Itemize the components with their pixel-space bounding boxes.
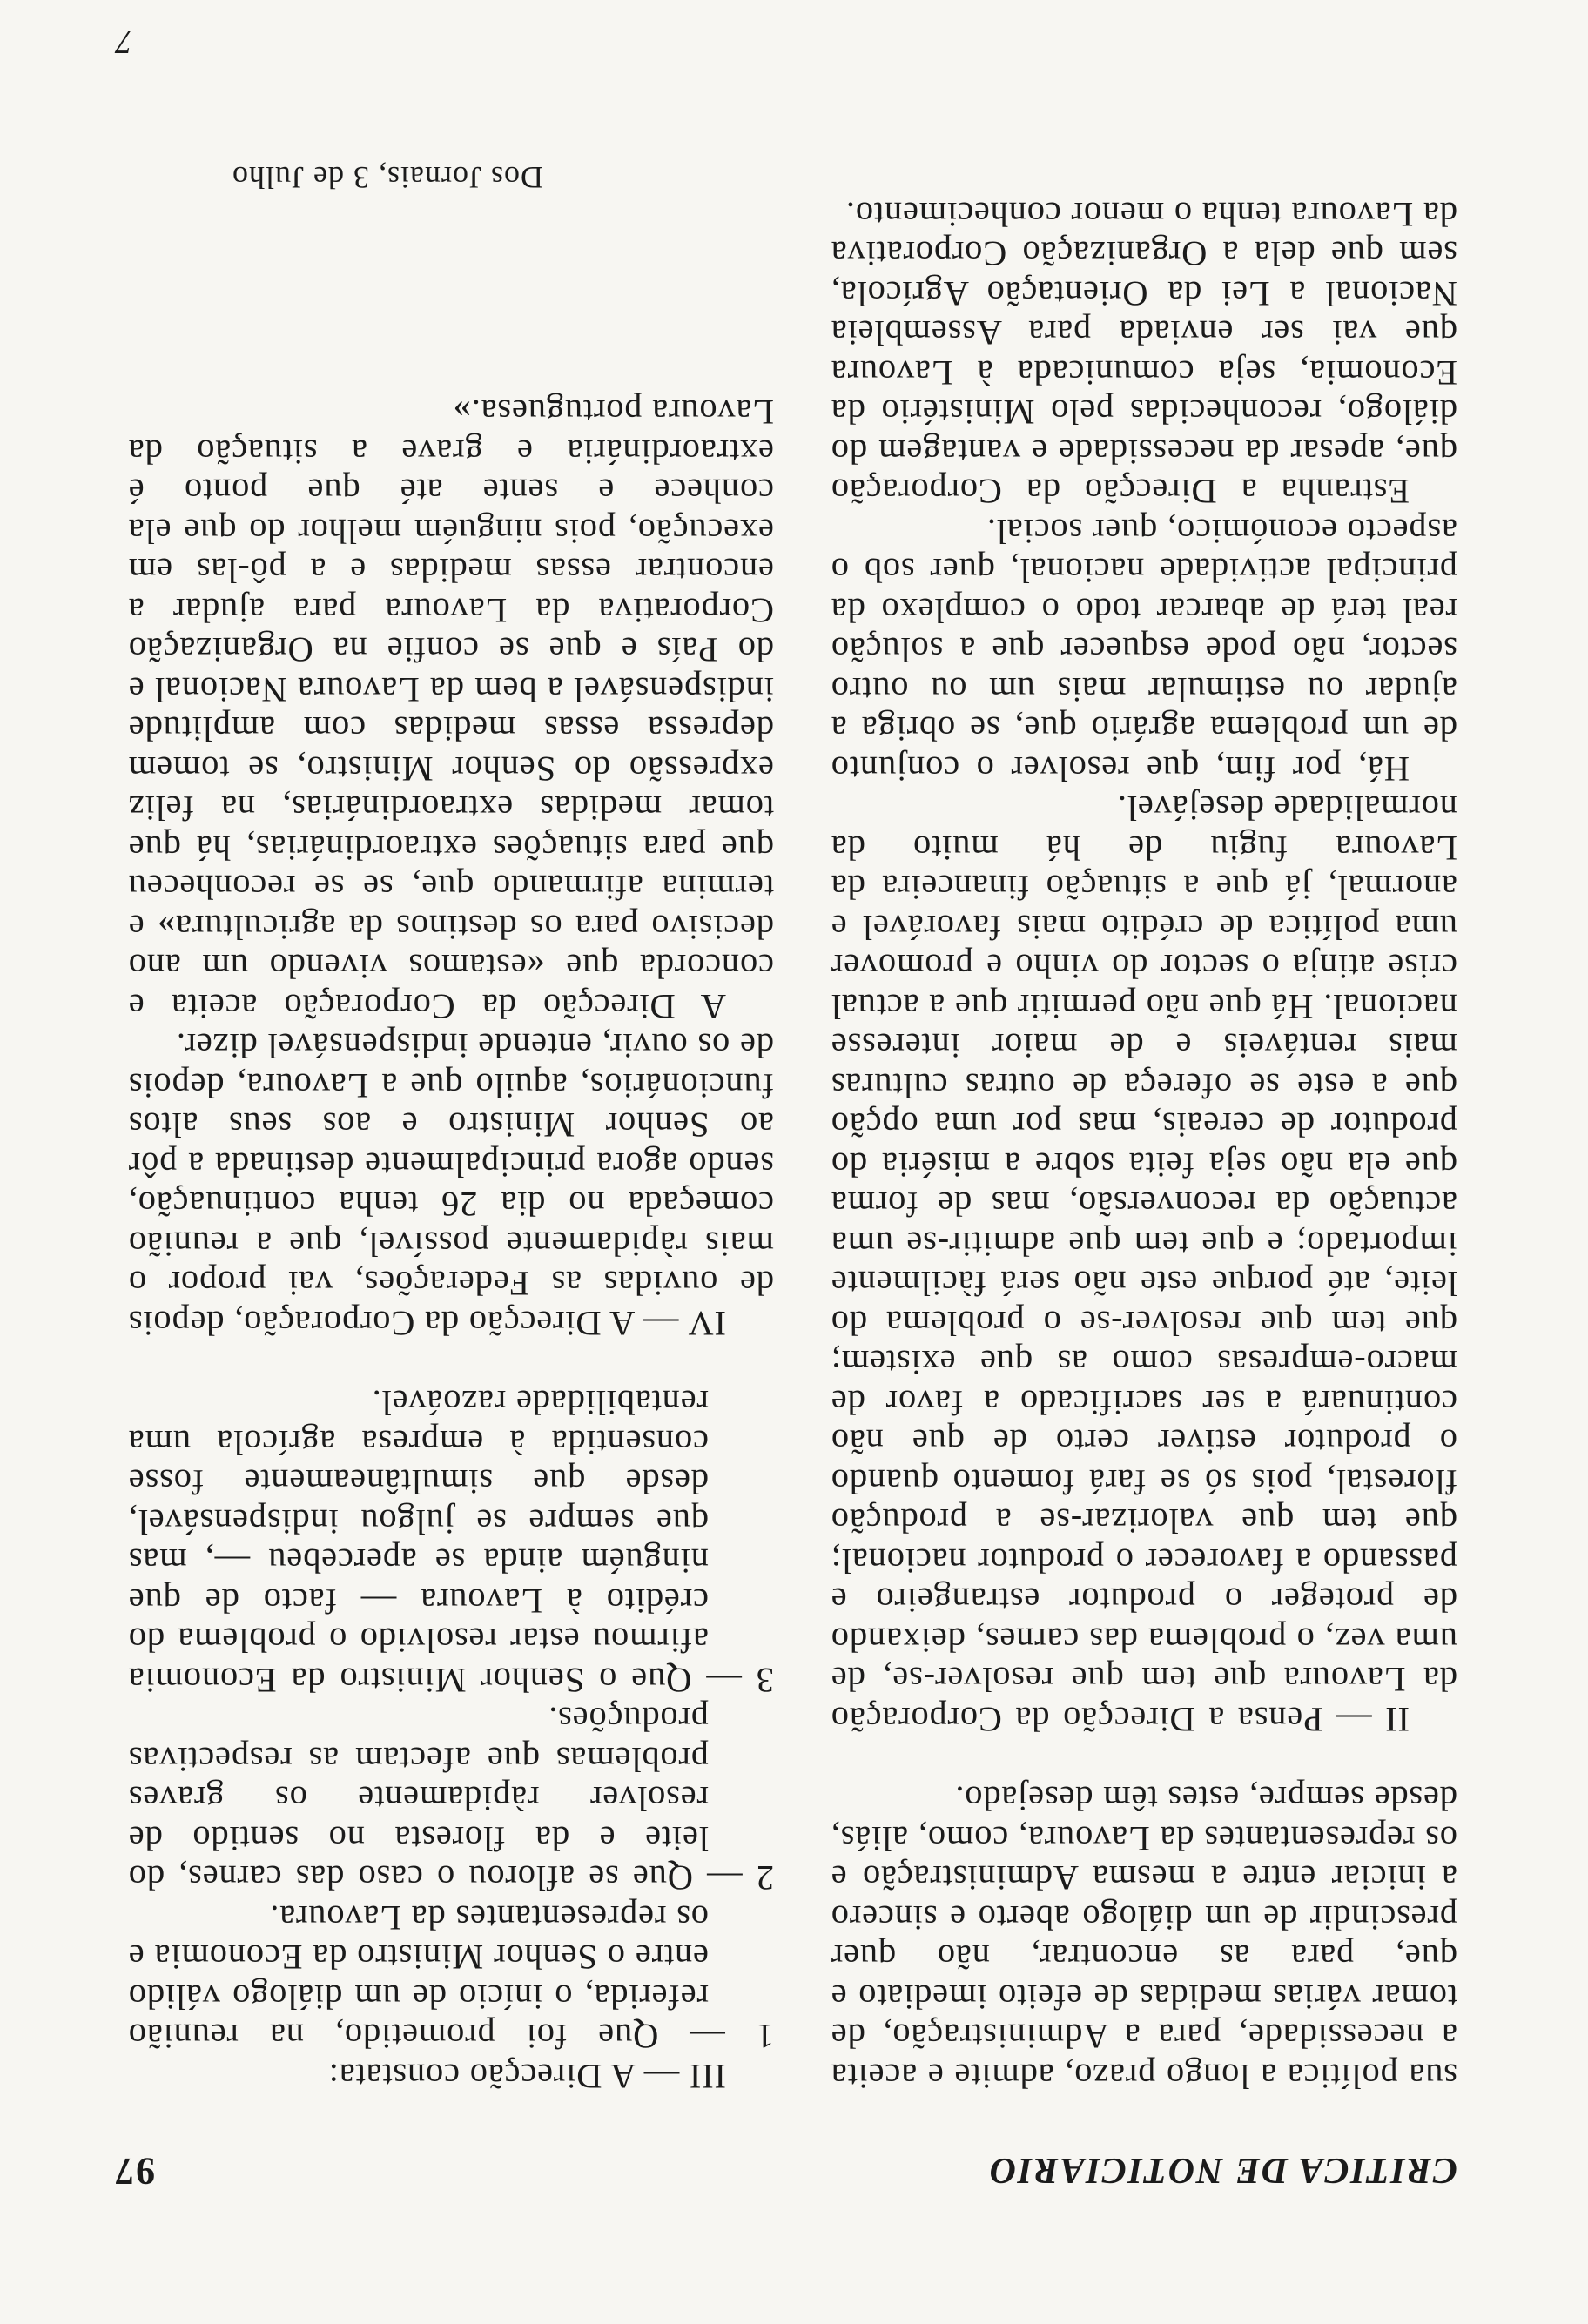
page-header <box>113 2149 1457 2193</box>
paragraph: sua política a longo prazo, admite e aceita a necessidade, para a Administração, de tomar várias medidas de efeito imediato e que, para as encontrar, não quer prescindir de um diálogo aberto e sincero a iniciar entre a mesma Administração e os representantes da Lavoura, como, aliás, desde sempre, estes têm desejado. <box>831 1779 1457 2096</box>
numbered-item: 2 — Que se aflorou o caso das carnes, do leite e da floresta no sentido de resolver ràpidamente os graves problemas que afectam as respectivas produções. <box>128 1700 774 1898</box>
page-number: 97 <box>113 2150 155 2193</box>
footer-page-mark: 7 <box>116 24 132 60</box>
section-heading: III — A Direcção constata: <box>327 2057 726 2096</box>
source-note: Dos Jornais, 3 de Julho <box>232 160 543 195</box>
left-column <box>831 195 1457 2097</box>
paragraph: Há, por fim, que resolver o conjunto de um problema agrário que, se obriga a ajudar ou estimular mais um ou outro sector, não pode esquecer que a solução real terá de abarcar todo o complexo da principal actividade nacional, quer sob o aspecto económico, quer social. <box>831 512 1457 789</box>
running-title: CRITICA DE NOTICIARIO <box>987 2150 1457 2190</box>
numbered-item: 3 — Que o Senhor Ministro da Economia afirmou estar resolvido o problema do crédito à Lavoura — facto de que ninguém ainda se apercebeu —, mas que sempre se julgou indispensável, desde que simultâneamente fosse consentida à empresa agrícola uma rentabilidade razoável. <box>128 1383 774 1700</box>
paragraph: Estranha a Direcção da Corporação que, apesar da necessidade e vantagem do diálogo, reconhecidas pelo Ministério da Economia, seja comunicada à Lavoura que vai ser enviada para Assembleia Nacional a Lei da Orientação Agrícola, sem que dela a Organização Corporativa da Lavoura tenha o menor conhecimento. <box>831 195 1457 512</box>
paragraph: A Direcção da Corporação aceita e concorda que «estamos vivendo um ano decisivo para os destinos da agricultura» e termina afirmando que, se se reconheceu que para situações extraordinárias, há que tomar medidas extraordinárias, na feliz expressão do Senhor Ministro, se tomem depressa essas medidas com amplitude indispensável a bem da Lavoura Nacional e do País e que se confie na Organização Corporativa da Lavoura para ajudar a encontrar essas medidas e a pô-las em execução, pois ninguém melhor do que ela conhece e sente até que ponto é extraordinária e grave a situação da Lavoura portuguesa.» <box>128 393 774 1026</box>
right-column <box>128 393 774 2096</box>
paragraph: IV — A Direcção da Corporação, depois de ouvidas as Federações, vai propor o mais ràpidamente possível, que a reunião começada no dia 26 tenha continuação, sendo agora principalmente destinada a pôr ao Senhor Ministro e aos seus altos funcionários, aquilo que a Lavoura, depois de os ouvir, entende indispensável dizer. <box>128 1026 774 1343</box>
numbered-item: 1 — Que foi prometido, na reunião referida, o início de um diálogo válido entre o Senhor Ministro da Economia e os representantes da Lavoura. <box>128 1898 774 2057</box>
paragraph: II — Pensa a Direcção da Corporação da Lavoura que tem que resolver-se, de uma vez, o problema das carnes, deixando de proteger o produtor estrangeiro e passando a favorecer o produtor nacional; que tem que valorizar-se a produção florestal, pois só se fará fomento quando o produtor estiver certo de que não continuará a ser sacrificado a favor de macro-empresas como as que existem; que tem que resolver-se o problema do leite, até porque este não será fàcilmente importado; e que tem que admitir-se uma actuação da reconversão, mas de forma que ela não seja feita sobre a miséria do produtor de cereais, mas por uma opção que a este se ofereça de outras culturas mais rentáveis e de maior interesse nacional. Há que não permitir que a actual crise atinja o sector do vinho e promover uma política de crédito mais favorável e anormal, já que a situação financeira da Lavoura fugiu de há muito da normalidade desejável. <box>831 789 1457 1739</box>
